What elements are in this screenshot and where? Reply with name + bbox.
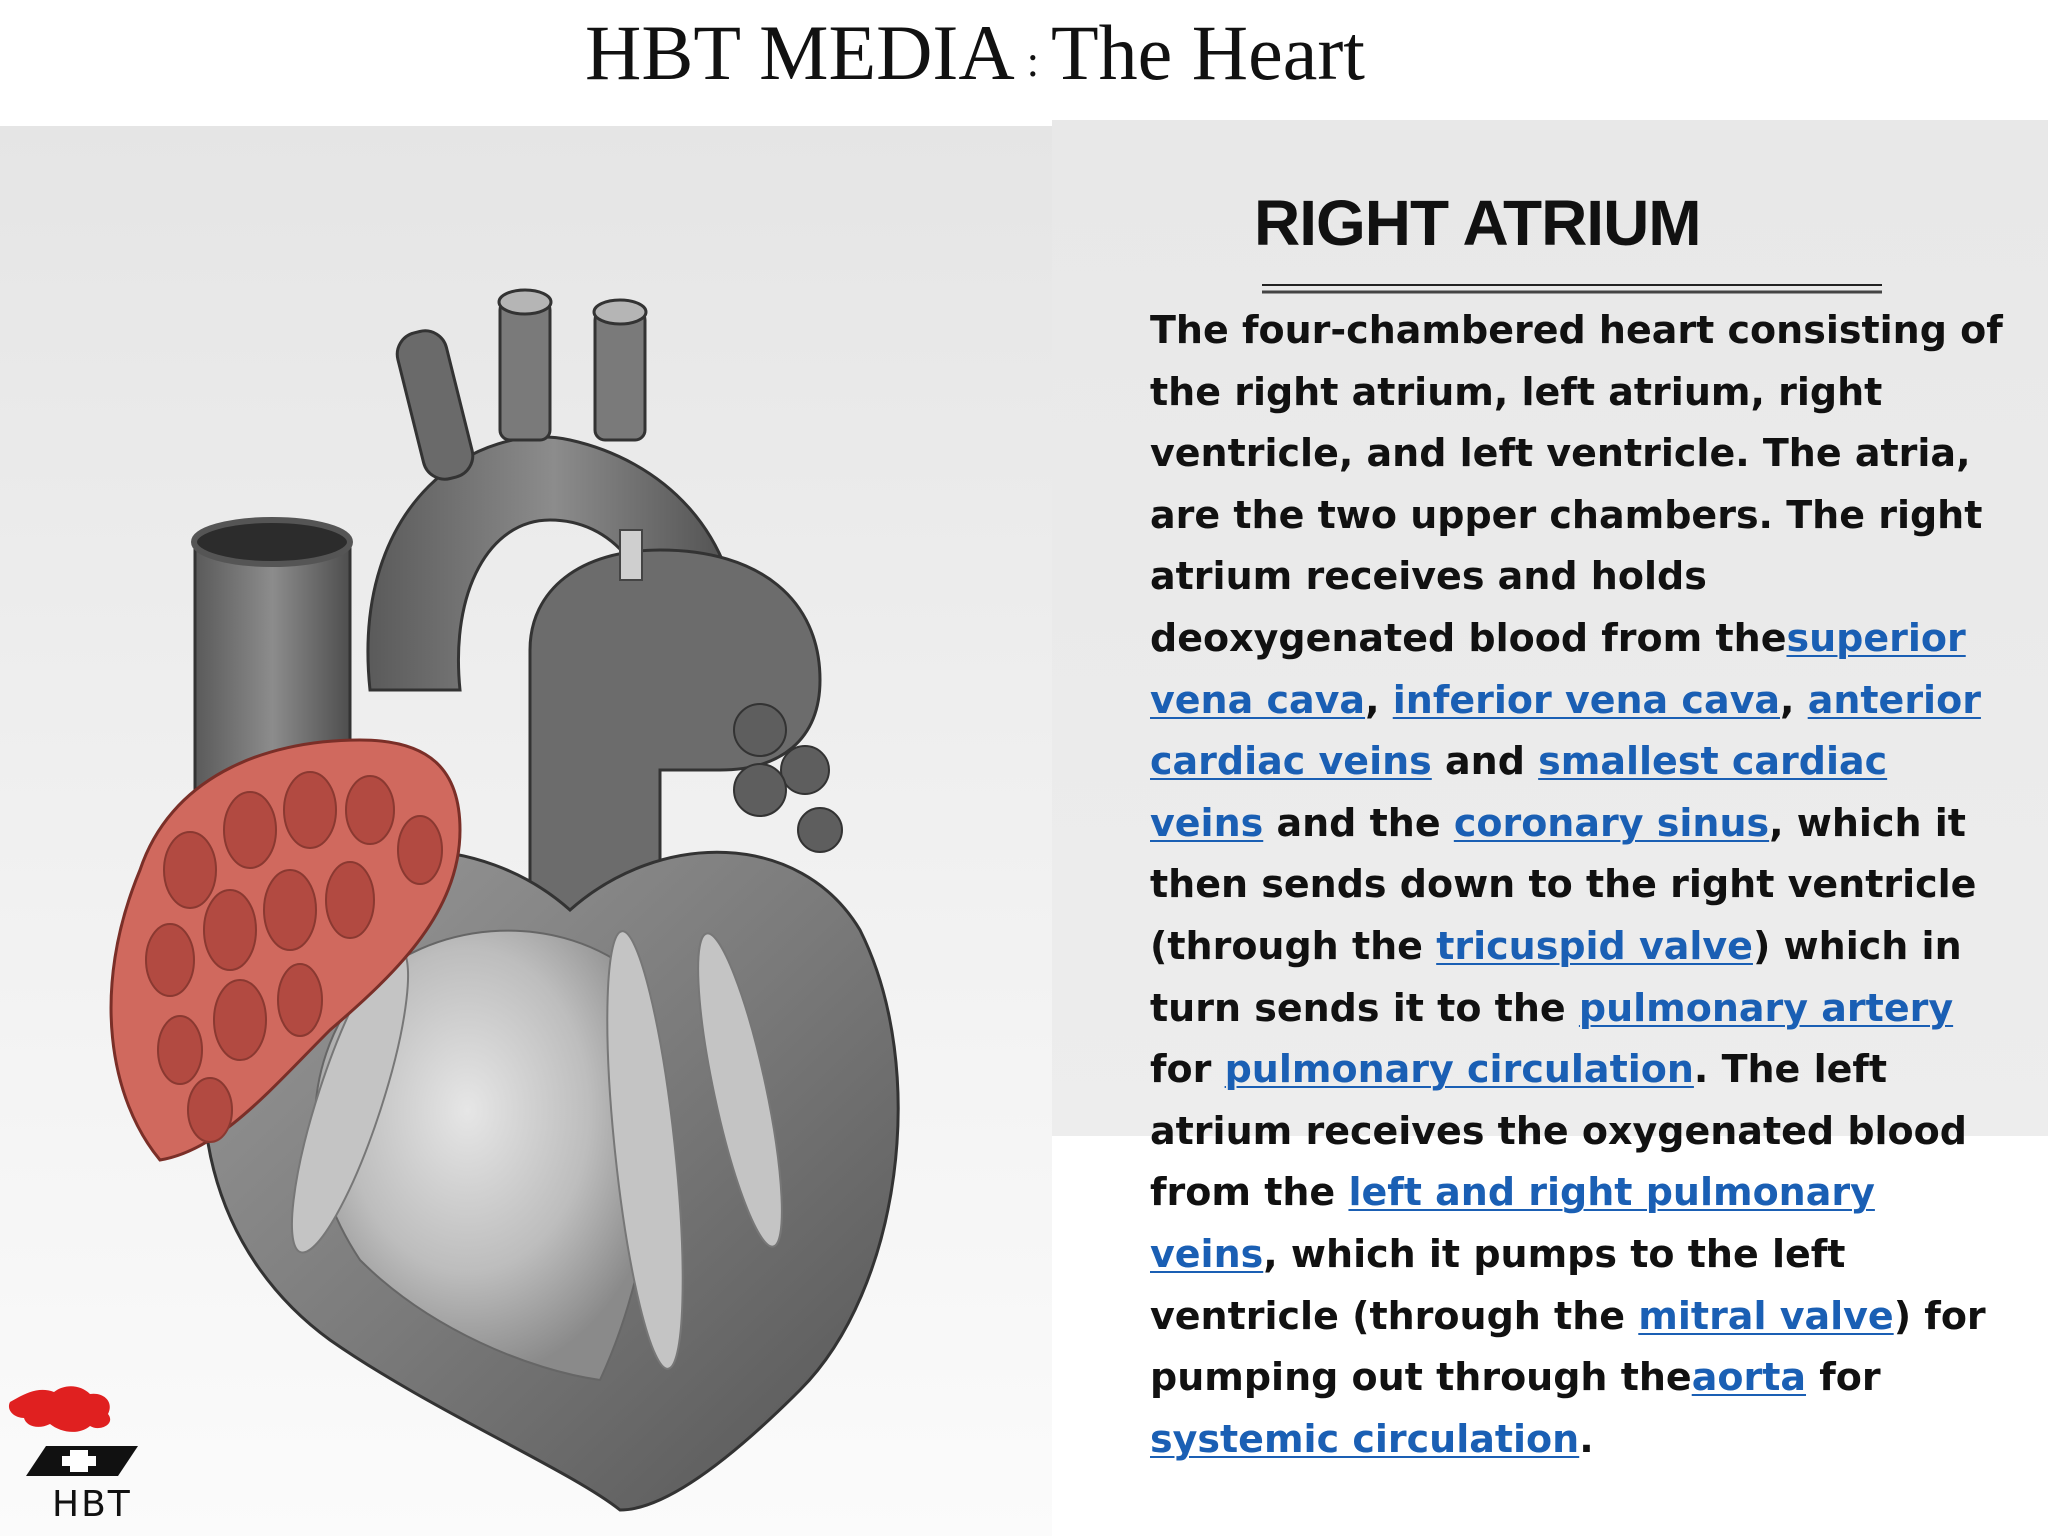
link-pulmonary-artery[interactable]: pulmonary artery	[1578, 985, 1954, 1030]
section-title: RIGHT ATRIUM	[1254, 187, 1701, 259]
link-tricuspid-valve[interactable]: tricuspid valve	[1436, 923, 1753, 968]
link-coronary-sinus[interactable]: coronary sinus	[1453, 800, 1770, 845]
link-pulmonary-circulation[interactable]: pulmonary circulation	[1224, 1047, 1694, 1092]
brand-name: HBT MEDIA	[585, 9, 1015, 96]
title-underline-divider	[1262, 282, 1882, 296]
logo-text: HBT	[52, 1484, 132, 1525]
link-systemic-circulation[interactable]: systemic circulation	[1150, 1416, 1580, 1461]
title-separator: :	[1026, 36, 1039, 86]
link-superior-vena-cava[interactable]: superior vena cava	[1150, 615, 1966, 722]
heart-illustration	[100, 270, 900, 1530]
right-atrium-description: The four-chambered heart consisting of the right atrium, left atrium, right ventricle, and left ventricle. The atria, are the two upper chambers. The right atrium receives and holds deoxygenated blood from thesuperior vena cava, inferior vena cava, anterior cardiac veins and smallest cardiac veins and the coronary sinus, which it then sends down to the right ventricle (through the tricuspid valve) which in turn sends it to the pulmonary artery for pulmonary circulation. The left atrium receives the oxygenated blood from the left and right pulmonary veins, which it pumps to the left ventricle (through the mitral valve) for pumping out through theaorta for systemic circulation.	[1150, 308, 2003, 1461]
link-smallest-cardiac-veins[interactable]: smallest cardiac veins	[1150, 739, 1888, 845]
link-aorta[interactable]: aorta	[1691, 1355, 1807, 1400]
title-text: The Heart	[1050, 9, 1365, 96]
link-mitral-valve[interactable]: mitral valve	[1638, 1293, 1894, 1338]
link-pulmonary-veins[interactable]: left and right pulmonary veins	[1150, 1170, 1875, 1276]
page-title	[0, 8, 1950, 98]
link-inferior-vena-cava[interactable]: inferior vena cava	[1392, 677, 1781, 722]
link-anterior-cardiac-veins[interactable]: anterior cardiac veins	[1150, 677, 1981, 784]
